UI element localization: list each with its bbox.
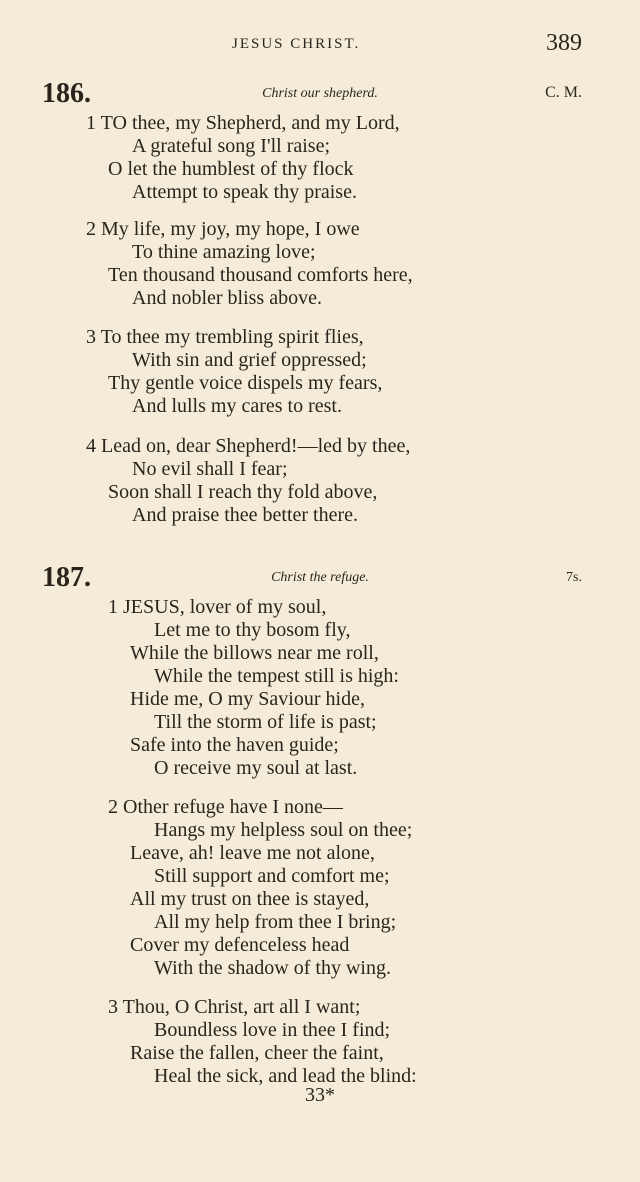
stanza-number: 4: [86, 435, 96, 457]
page-number: 389: [546, 30, 582, 56]
verse-line: With sin and grief oppressed;: [132, 349, 367, 371]
hymn-header: [0, 562, 640, 592]
verse-line: O receive my soul at last.: [154, 757, 358, 779]
verse-text: Lead on, dear Shepherd!—led by thee,: [101, 435, 411, 457]
verse-line: Attempt to speak thy praise.: [132, 181, 357, 203]
verse-line: Safe into the haven guide;: [130, 734, 339, 756]
verse-line: Till the storm of life is past;: [154, 711, 377, 733]
hymn-title: Christ the refuge.: [271, 570, 369, 585]
verse-line: And nobler bliss above.: [132, 287, 322, 309]
verse-line: [86, 112, 400, 134]
verse-line: While the billows near me roll,: [130, 642, 379, 664]
verse-line: Thy gentle voice dispels my fears,: [108, 372, 383, 394]
verse-line: Leave, ah! leave me not alone,: [130, 842, 375, 864]
stanza-number: 1: [108, 596, 118, 618]
verse-line: [108, 596, 326, 618]
hymn-meter: C. M.: [545, 84, 582, 101]
verse-line: [86, 218, 360, 240]
verse-line: [86, 326, 364, 348]
verse-line: Raise the fallen, cheer the faint,: [130, 1042, 384, 1064]
verse-line: [86, 435, 410, 457]
verse-line: Hangs my helpless soul on thee;: [154, 819, 413, 841]
verse-line: And lulls my cares to rest.: [132, 395, 342, 417]
verse-line: [108, 996, 360, 1018]
verse-text: To thee my trembling spirit flies,: [100, 326, 364, 348]
verse-line: All my trust on thee is stayed,: [130, 888, 370, 910]
verse-text: Other refuge have I none—: [123, 796, 343, 818]
verse-line: Hide me, O my Saviour hide,: [130, 688, 365, 710]
verse-line: Heal the sick, and lead the blind:: [154, 1065, 417, 1087]
verse-line: Let me to thy bosom fly,: [154, 619, 351, 641]
hymn-meter: 7s.: [566, 570, 582, 585]
verse-line: O let the humblest of thy flock: [108, 158, 354, 180]
verse-text: My life, my joy, my hope, I owe: [101, 218, 360, 240]
verse-line: With the shadow of thy wing.: [154, 957, 391, 979]
verse-line: While the tempest still is high:: [154, 665, 399, 687]
verse-line: Cover my defenceless head: [130, 934, 350, 956]
running-title: JESUS CHRIST.: [232, 36, 361, 52]
verse-line: A grateful song I'll raise;: [132, 135, 330, 157]
verse-line: Still support and comfort me;: [154, 865, 390, 887]
verse-text: TO thee, my Shepherd, and my Lord,: [100, 112, 400, 134]
verse-text: JESUS, lover of my soul,: [123, 596, 327, 618]
hymn-title: Christ our shepherd.: [262, 86, 378, 101]
hymn-number: 186.: [42, 78, 91, 109]
verse-line: To thine amazing love;: [132, 241, 316, 263]
verse-line: [108, 796, 343, 818]
verse-line: No evil shall I fear;: [132, 458, 288, 480]
verse-line: All my help from thee I bring;: [154, 911, 397, 933]
verse-line: And praise thee better there.: [132, 504, 359, 526]
verse-line: Ten thousand thousand comforts here,: [108, 264, 413, 286]
verse-text: Thou, O Christ, art all I want;: [122, 996, 361, 1018]
verse-line: Soon shall I reach thy fold above,: [108, 481, 378, 503]
hymn-header: [0, 78, 640, 108]
stanza-number: 3: [108, 996, 118, 1018]
stanza-number: 1: [86, 112, 96, 134]
running-head: [0, 30, 640, 58]
verse-line: Boundless love in thee I find;: [154, 1019, 391, 1041]
hymn-number: 187.: [42, 562, 91, 593]
stanza-number: 3: [86, 326, 96, 348]
stanza-number: 2: [108, 796, 118, 818]
signature-mark: 33*: [305, 1084, 335, 1106]
stanza-number: 2: [86, 218, 96, 240]
